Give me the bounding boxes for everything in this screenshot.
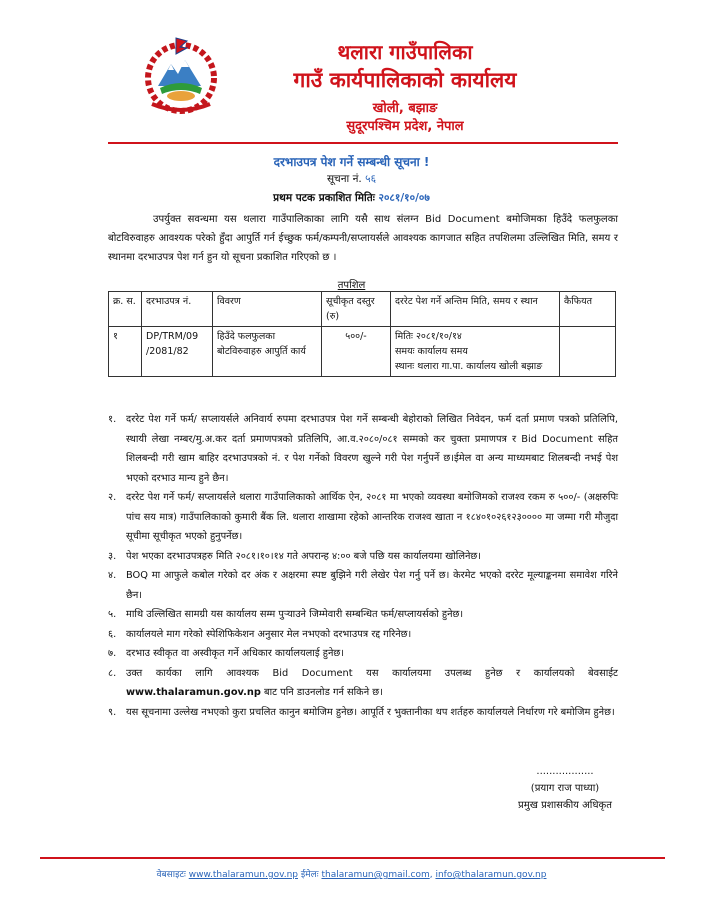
- condition-number: ७.: [108, 648, 117, 659]
- condition-item: [108, 547, 618, 567]
- publish-date-value: २०८१/१०/०७: [378, 192, 430, 204]
- condition-text-tail: बाट पनि डाउनलोड गर्न सकिने छ।: [263, 687, 383, 698]
- conditions-list: [108, 410, 618, 722]
- header-divider: [108, 142, 618, 144]
- footer-divider: [40, 857, 665, 859]
- condition-item: [108, 488, 618, 547]
- footer-contact: वेबसाइटः www.thalaramun.gov.np ईमेलः thalaramun@gmail.com, info@thalaramun.gov.np: [156, 870, 547, 880]
- footer-email-link-1[interactable]: thalaramun@gmail.com: [321, 870, 430, 880]
- province-name: सुदूरपश्चिम प्रदेश, नेपाल: [346, 119, 464, 134]
- condition-item: [108, 625, 618, 645]
- condition-text: उक्त कार्यका लागि आवश्यक Bid Document यस कार्यालयमा उपलब्ध हुनेछ र कार्यालयको बेवसाईट: [126, 667, 618, 679]
- notice-number-label: सूचना नं.: [326, 173, 362, 185]
- deadline-time: समयः कार्यालय समय: [395, 346, 468, 357]
- col-header-fee: सूचीकृत दस्तुर (रु): [322, 292, 391, 327]
- deadline-date: मितिः २०८१/१०/१४: [395, 331, 462, 342]
- office-name: गाउँ कार्यपालिकाको कार्यालय: [293, 68, 517, 92]
- notice-number: [0, 172, 703, 186]
- cell-sn: १: [109, 327, 142, 377]
- publish-date-label: प्रथम पटक प्रकाशित मितिः: [273, 192, 375, 204]
- condition-website[interactable]: www.thalaramun.gov.np: [126, 687, 261, 698]
- municipality-name: थलारा गाउँपालिका: [337, 40, 473, 64]
- col-header-remarks: कैफियत: [560, 292, 616, 327]
- footer-website-link[interactable]: www.thalaramun.gov.np: [188, 870, 298, 880]
- office-location: खोली, बझाङ: [372, 101, 438, 116]
- condition-item: [108, 664, 618, 703]
- signature-dots: ..................: [536, 766, 594, 777]
- condition-number: ३.: [108, 550, 117, 562]
- condition-text: माथि उल्लिखित सामग्री यस कार्यालय सम्म पुर्‍याउने जिम्मेवारी सम्बन्धित फर्म/सप्लायर्सको हुनेछ।: [126, 609, 464, 620]
- col-header-bid-no: दरभाउपत्र नं.: [142, 292, 213, 327]
- condition-text: पेश भएका दरभाउपत्रहरु मिति २०८१।१०।१४ गते अपरान्ह ४:०० बजे पछि यस कार्यालयमा खोलिनेछ।: [126, 550, 481, 562]
- cell-deadline: [391, 327, 560, 377]
- table-title: तपशिल: [337, 280, 366, 291]
- footer-website-label: वेबसाइटः: [156, 870, 186, 880]
- footer-email-label: ईमेलः: [300, 870, 319, 880]
- publish-date: [0, 191, 703, 205]
- deadline-place: स्थानः थलारा गा.पा. कार्यालय खोली बझाङ: [395, 361, 543, 372]
- col-header-description: विवरण: [213, 292, 322, 327]
- condition-item: [108, 644, 618, 664]
- signatory-designation: प्रमुख प्रशासकीय अधिकृत: [518, 800, 612, 811]
- col-header-sn: क्र. स.: [109, 292, 142, 327]
- bid-details-table: [108, 291, 616, 377]
- nepal-emblem-logo: [138, 34, 224, 118]
- condition-item: [108, 410, 618, 488]
- condition-number: ९.: [108, 706, 117, 718]
- condition-text: BOQ मा आफुले कबोल गरेको दर अंक र अक्षरमा स्पष्ट बुझिने गरी लेखेर पेश गर्नु पर्ने छ। केरमेट भएको दररेट मूल्याङ्कनमा समावेश गरिने छैन।: [126, 570, 618, 601]
- condition-number: १.: [108, 414, 117, 425]
- condition-text: दररेट पेश गर्ने फर्म/ सप्लायर्सले थलारा गाउँपालिकाको आर्थिक ऐन, २०८१ मा भएको व्यवस्था बमोजिमको राजश्व रकम रु ५००/- (अक्षरुपिः पांच सय मात्र) गाउँपालिकाको कुमारी बैंक लि. थलारा शाखामा रहेको आन्तरिक राजश्व खाता न १८४०१०२६१२३०००० मा जम्मा गरी मौजुदा सूचीमा सूचीकृत भएको हुनुपर्नेछ।: [126, 492, 618, 542]
- notice-subject: दरभाउपत्र पेश गर्ने सम्बन्धी सूचना !: [273, 155, 430, 169]
- footer-email-link-2[interactable]: info@thalaramun.gov.np: [435, 870, 547, 880]
- condition-item: [108, 703, 618, 723]
- intro-paragraph: उपर्युक्त सवन्धमा यस थलारा गाउँपालिकाका लागि यसै साथ संलग्न Bid Document बमोजिमका हिउँदे फलफुलका बोटविरुवाहरु आवश्यक परेको हुँदा आपुर्ति गर्न ईच्छुक फर्म/कम्पनी/सप्लायर्सले आवश्यक कागजात सहित तपशिलमा उल्लिखित मिति, समय र स्थानमा दरभाउपत्र पेश गर्न हुन यो सूचना प्रकाशित गरिएको छ ।: [108, 214, 618, 263]
- signatory-name: (प्रयाग राज पाध्या): [530, 783, 600, 794]
- cell-remarks: [560, 327, 616, 377]
- condition-number: ४.: [108, 570, 117, 581]
- cell-fee: ५००/-: [322, 327, 391, 377]
- condition-number: ८.: [108, 667, 117, 679]
- col-header-deadline: दररेट पेश गर्ने अन्तिम मिति, समय र स्थान: [391, 292, 560, 327]
- condition-text: यस सूचनामा उल्लेख नभएको कुरा प्रचलित कानुन बमोजिम हुनेछ। आपूर्ति र भुक्तानीका थप शर्तहरु कार्यालयले निर्धारण गरे बमोजिम हुनेछ।: [126, 706, 615, 718]
- table-header-row: [109, 292, 616, 327]
- condition-number: ५.: [108, 609, 117, 620]
- condition-text: कार्यालयले माग गरेको स्पेशिफिकेशन अनुसार मेल नभएको दरभाउपत्र रद्द गरिनेछ।: [126, 628, 412, 640]
- cell-bid-no: DP/TRM/09 /2081/82: [142, 327, 213, 377]
- notice-number-value: ५६: [365, 173, 377, 185]
- condition-text: दररेट पेश गर्ने फर्म/ सप्लायर्सले अनिवार्य रुपमा दरभाउपत्र पेश गर्ने सम्बन्धी बेहोराको लिखित निवेदन, फर्म दर्ता प्रमाण पत्रको प्रतिलिपि, स्थायी लेखा नम्बर/मु.अ.कर दर्ता प्रमाणपत्रको प्रतिलिपि, आ.व.२०८०/०८१ सम्मको कर चुक्ता प्रमाणपत्र र Bid Document सहित शिलबन्दी गरी खाम बाहिर दरभाउपत्रको नं. र पेश गर्नेको विवरण खुल्ने गरी पेश गर्नुपर्ने छ।ईमेल वा अन्य माध्यमबाट शिलबन्दी नभई पेश भएको दरभाउ मान्य हुने छैन।: [126, 414, 618, 484]
- condition-number: २.: [108, 492, 117, 503]
- condition-item: [108, 566, 618, 605]
- table-row: [109, 327, 616, 377]
- condition-item: [108, 605, 618, 625]
- condition-number: ६.: [108, 628, 117, 640]
- cell-description: हिउँदे फलफुलका बोटविरुवाहरु आपुर्ति कार्य: [213, 327, 322, 377]
- condition-text: दरभाउ स्वीकृत वा अस्वीकृत गर्ने अधिकार कार्यालयलाई हुनेछ।: [126, 648, 344, 659]
